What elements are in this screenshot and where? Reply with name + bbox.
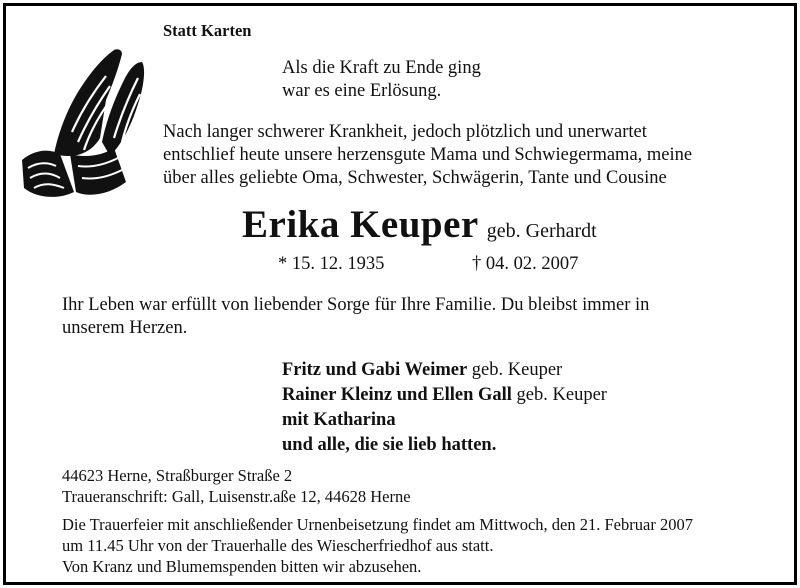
- family-line-2-geb: geb. Keuper: [511, 385, 607, 405]
- family-line-1-names: Fritz und Gabi Weimer: [282, 360, 468, 380]
- address-line-2: Traueranschrift: Gall, Luisenstr.aße 12, 44628 Herne: [62, 487, 411, 506]
- statt-karten-label: Statt Karten: [163, 21, 252, 40]
- birth-date: * 15. 12. 1935: [278, 254, 385, 274]
- motto-line-2: war es eine Erlösung.: [282, 81, 442, 101]
- intro-line-1: Nach langer schwerer Krankheit, jedoch plötzlich und unerwartet: [163, 122, 647, 142]
- service-line-1: Die Trauerfeier mit anschließender Urnenbeisetzung findet am Mittwoch, den 21. Februar 2007: [62, 515, 693, 534]
- intro-line-3: über alles geliebte Oma, Schwester, Schwägerin, Tante und Cousine: [163, 168, 667, 188]
- service-line-3: Von Kranz und Blumemspenden bitten wir abzusehen.: [62, 557, 422, 576]
- family-line-2-names: Rainer Kleinz und Ellen Gall: [282, 385, 512, 405]
- tribute-line-2: unserem Herzen.: [62, 318, 188, 338]
- death-date: † 04. 02. 2007: [472, 254, 579, 274]
- deceased-name: Erika Keuper: [242, 203, 479, 246]
- address-line-1: 44623 Herne, Straßburger Straße 2: [62, 466, 293, 485]
- tribute-line-1: Ihr Leben war erfüllt von liebender Sorge für Ihre Familie. Du bleibst immer in: [62, 295, 650, 315]
- obituary-notice: [3, 3, 797, 585]
- intro-line-2: entschlief heute unsere herzensgute Mama und Schwiegermama, meine: [163, 145, 693, 165]
- family-line-1-geb: geb. Keuper: [467, 360, 563, 380]
- family-line-3: mit Katharina: [282, 410, 396, 430]
- praying-hands-icon: [14, 42, 150, 202]
- maiden-name: geb. Gerhardt: [486, 220, 597, 242]
- deceased-name-row: [242, 202, 597, 247]
- service-line-2: um 11.45 Uhr von der Trauerhalle des Wiescherfriedhof aus statt.: [62, 536, 494, 555]
- motto-line-1: Als die Kraft zu Ende ging: [282, 58, 481, 78]
- family-line-1: [282, 358, 562, 383]
- family-line-4: und alle, die sie lieb hatten.: [282, 435, 497, 455]
- family-line-2: [282, 383, 607, 408]
